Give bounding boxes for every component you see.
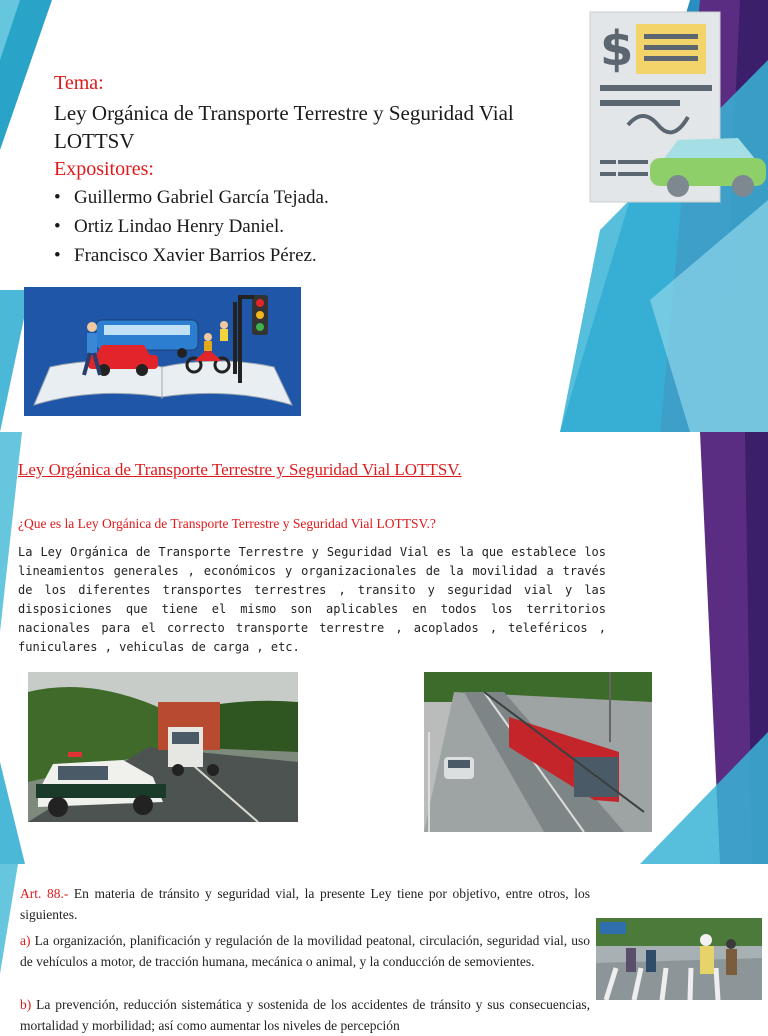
article-text: En materia de tránsito y seguridad vial, la presente Ley tiene por objetivo, entre otros, los siguientes.	[20, 886, 590, 922]
presentation-title: Ley Orgánica de Transporte Terrestre y Seguridad Vial	[54, 101, 514, 125]
slide-2	[0, 432, 768, 864]
definition-paragraph: La Ley Orgánica de Transporte Terrestre y Seguridad Vial es la que establece los lineamientos generales , económicos y organizacionales de la movilidad a través de los diferentes transportes terrestres , transito y seguridad vial y las disposiciones que tiene el mismo son aplicables en todos los territorios nacionales para el correcto transporte terrestre , acoplados , teleféricos , funiculares , vehiculas de carga , etc.	[18, 545, 606, 654]
photo-highway-police	[28, 672, 298, 822]
presenter-item	[54, 187, 329, 209]
photo-crosswalk	[596, 918, 762, 1000]
section-heading: Ley Orgánica de Transporte Terrestre y Seguridad Vial LOTTSV.	[18, 460, 462, 479]
item-b-text: La prevención, reducción sistemática y sostenida de los accidentes de tránsito y sus consecuencias, mortalidad y morbilidad; así como aumentar los niveles de percepción	[20, 997, 590, 1033]
presenter-item	[54, 216, 284, 238]
svg-text:$: $	[600, 21, 634, 77]
presenters-label: Expositores:	[54, 158, 154, 180]
item-b-label: b)	[20, 997, 32, 1012]
presenter-item	[54, 245, 317, 267]
traffic-book-illustration	[24, 287, 301, 416]
article-item-a	[20, 930, 590, 972]
item-a-label: a)	[20, 933, 31, 948]
presenter-name: Ortiz Lindao Henry Daniel.	[74, 216, 284, 237]
bullet-icon: •	[54, 216, 61, 237]
bullet-icon: •	[54, 187, 61, 208]
presenter-name: Guillermo Gabriel García Tejada.	[74, 187, 329, 208]
bill-car-icon	[588, 10, 768, 205]
slide-3	[0, 864, 768, 1033]
item-a-text: La organización, planificación y regulación de la movilidad peatonal, circulación, seguridad vial, uso de vehículos a motor, de tracción humana, mecánica o animal, y la conducción de semovientes.	[20, 933, 590, 969]
slide-1	[0, 0, 768, 432]
article-label: Art. 88.-	[20, 886, 69, 901]
article-item-b	[20, 994, 590, 1036]
bullet-icon: •	[54, 245, 61, 266]
photo-bus-lane	[424, 672, 652, 832]
article-88-intro	[20, 883, 590, 925]
topic-label: Tema:	[54, 72, 104, 94]
section-question: ¿Que es la Ley Orgánica de Transporte Terrestre y Seguridad Vial LOTTSV.?	[18, 516, 436, 531]
presentation-title-acronym: LOTTSV	[54, 129, 135, 153]
presenter-name: Francisco Xavier Barrios Pérez.	[74, 245, 317, 266]
